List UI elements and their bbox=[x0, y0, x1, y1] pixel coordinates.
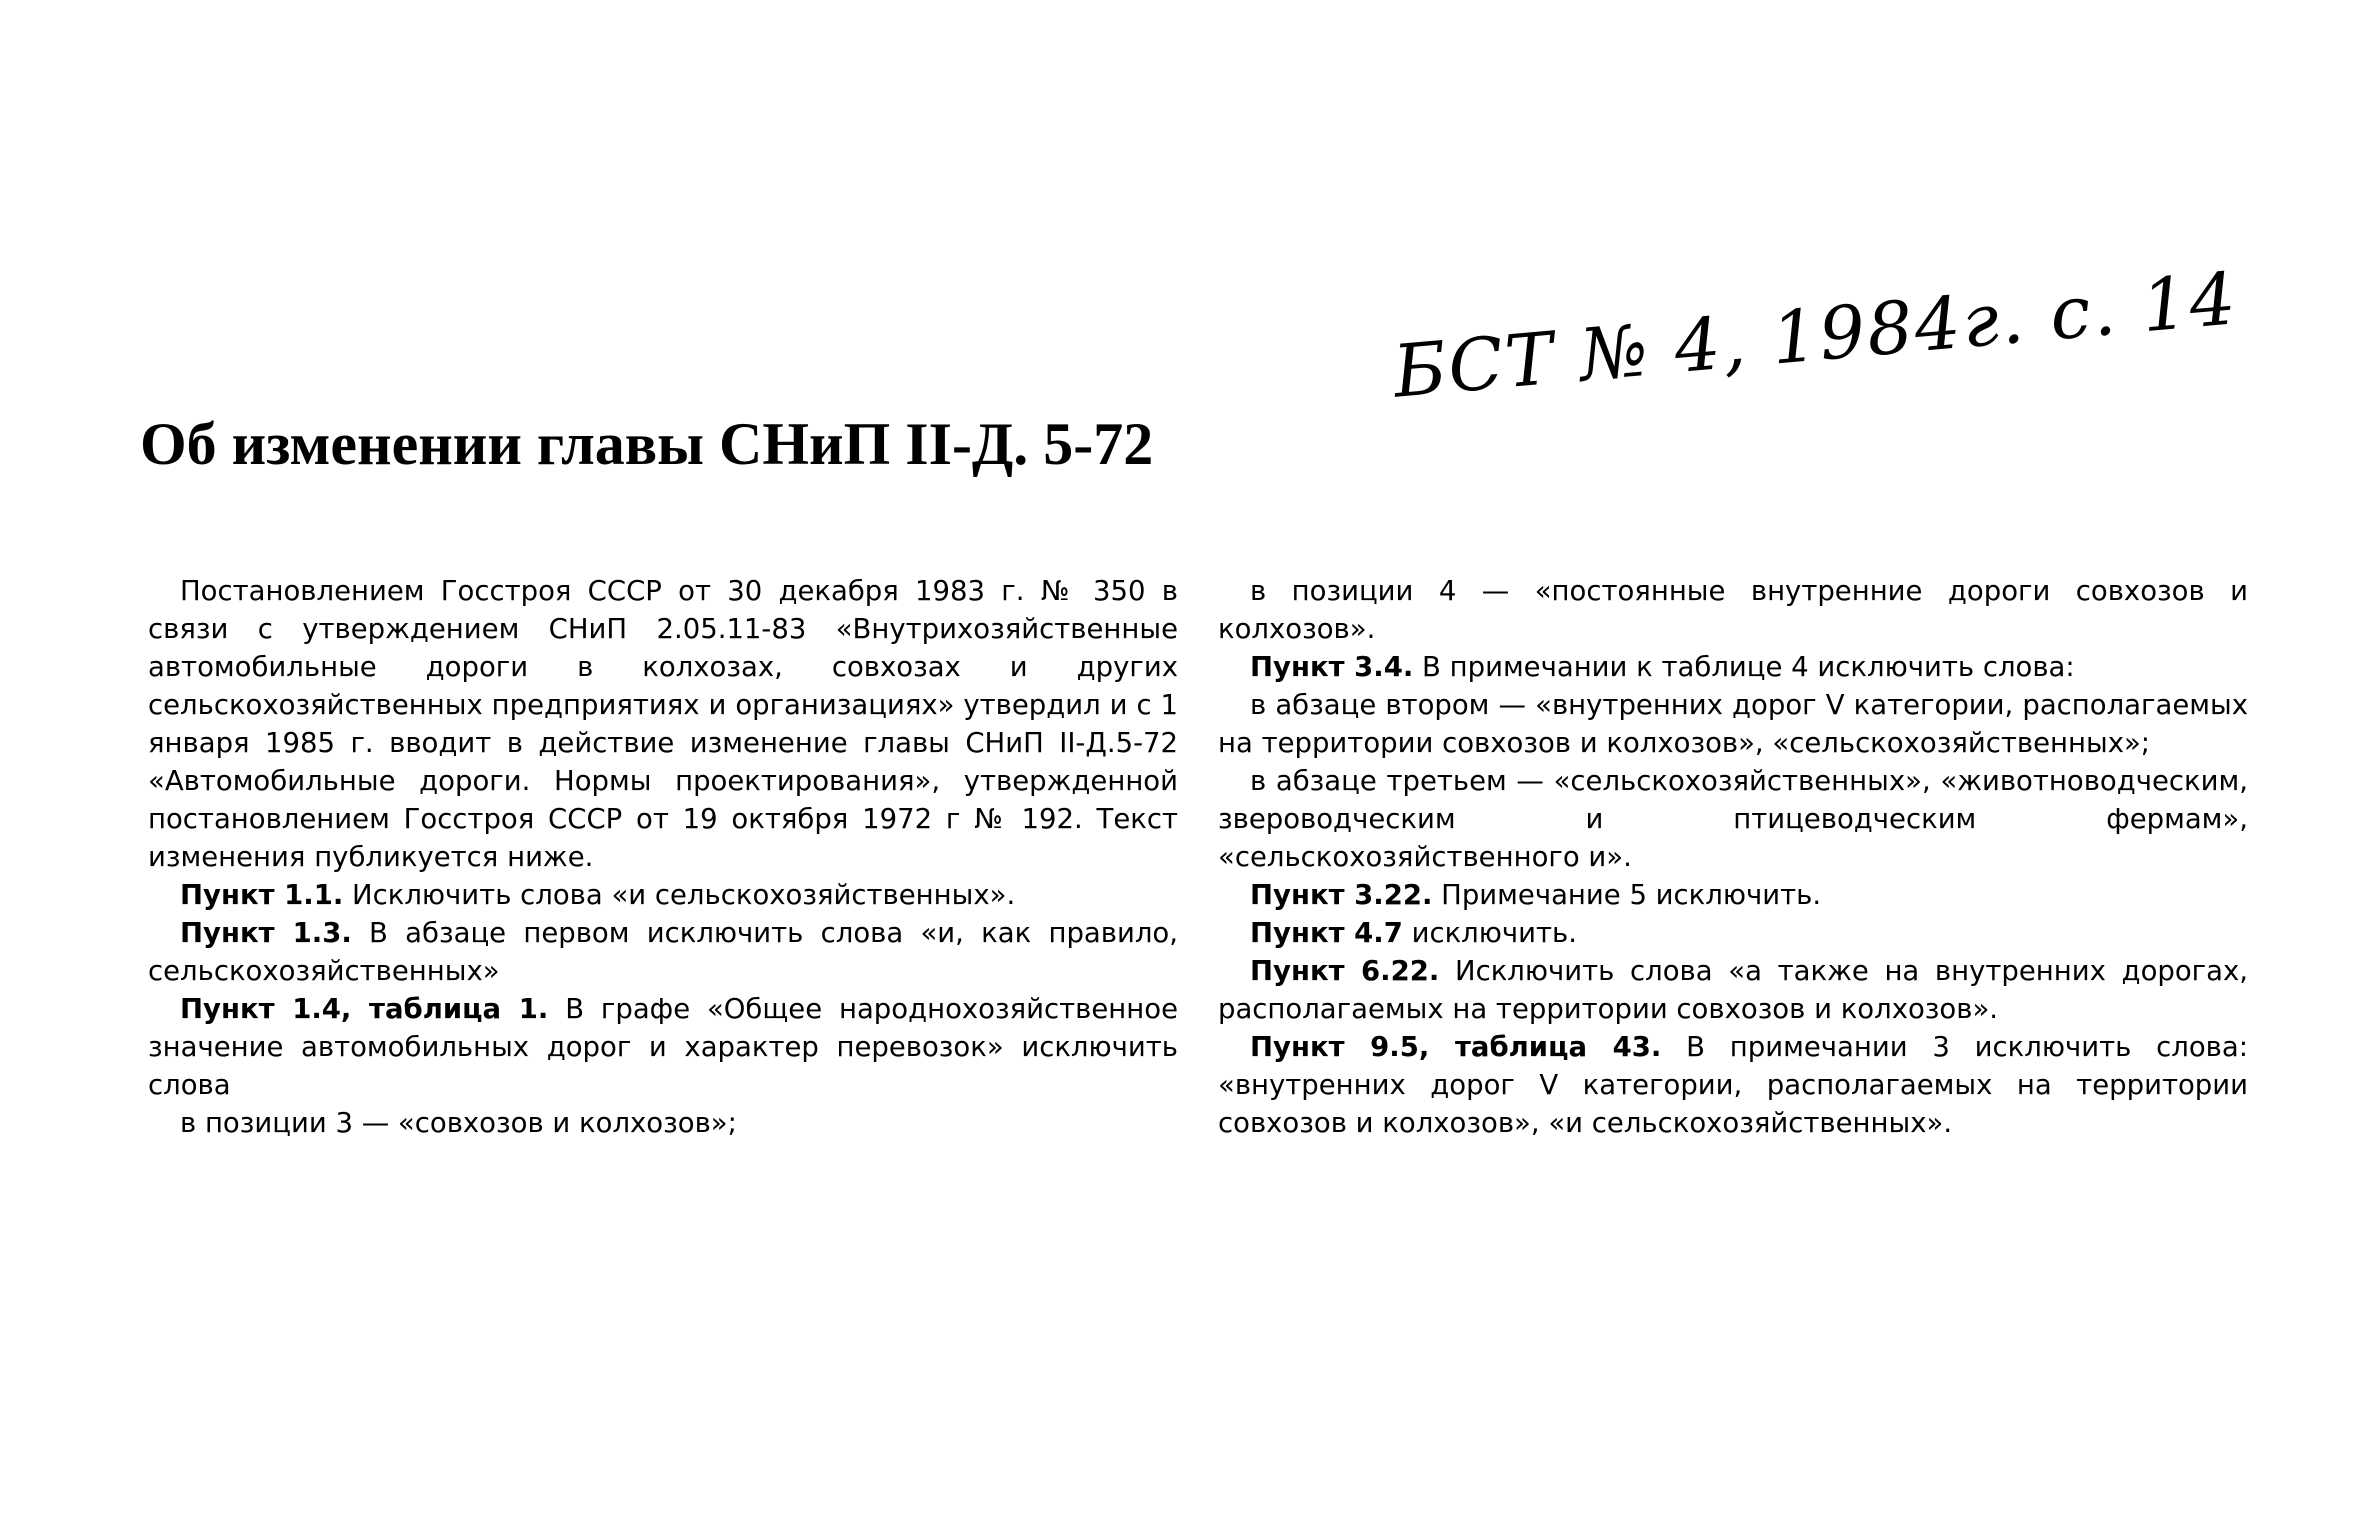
item-label: Пункт 3.22. bbox=[1250, 879, 1433, 911]
paragraph-item-4-7 bbox=[1218, 914, 2248, 952]
intro-paragraph: Постановлением Госстроя СССР от 30 декабря 1983 г. № 350 в связи с утверждением СНиП 2.05.11-83 «Внутрихозяйственные автомобильные дороги в колхозах, совхозах и других сельскохозяйственных предприятиях и организациях» утвердил и с 1 января 1985 г. вводит в действие изменение главы СНиП II-Д.5-72 «Автомобильные дороги. Нормы проектирования», утвержденной постановлением Госстроя СССР от 19 октября 1972 г № 192. Текст изменения публикуется ниже. bbox=[148, 575, 1178, 873]
item-label: Пункт 1.4, таблица 1. bbox=[180, 993, 549, 1025]
paragraph-item-1-4 bbox=[148, 990, 1178, 1104]
item-text: В примечании к таблице 4 исключить слова: bbox=[1413, 651, 2075, 683]
document-title: Об изменении главы СНиП II-Д. 5-72 bbox=[140, 411, 1154, 477]
item-text: Исключить слова «а также на внутренних дорогах, располагаемых на территории совхозов и колхозов». bbox=[1218, 955, 2248, 1025]
item-label: Пункт 3.4. bbox=[1250, 651, 1414, 683]
item-label: Пункт 9.5, таблица 43. bbox=[1250, 1031, 1662, 1063]
paragraph-item-3-22 bbox=[1218, 876, 2248, 914]
paragraph-item-9-5 bbox=[1218, 1028, 2248, 1142]
paragraph-item-3-4 bbox=[1218, 648, 2248, 686]
paragraph-third-abzac: в абзаце третьем — «сельскохозяйственных», «животноводческим, звероводческим и птицеводческим фермам», «сельскохозяйственного и». bbox=[1218, 765, 2248, 873]
paragraph-item-1-1 bbox=[148, 876, 1178, 914]
item-label: Пункт 6.22. bbox=[1250, 955, 1440, 987]
item-text: Примечание 5 исключить. bbox=[1432, 879, 1822, 911]
right-text-column bbox=[1218, 572, 2248, 1142]
item-label: Пункт 1.3. bbox=[180, 917, 352, 949]
item-text: В примечании 3 исключить слова: «внутренних дорог V категории, располагаемых на территории совхозов и колхозов», «и сельскохозяйственных». bbox=[1218, 1031, 2248, 1139]
handwritten-reference-note: БСТ № 4, 1984г. с. 14 bbox=[1390, 256, 2241, 414]
paragraph-second-abzac: в абзаце втором — «внутренних дорог V категории, располагаемых на территории совхозов и колхозов», «сельскохозяйственных»; bbox=[1218, 689, 2248, 759]
left-text-column bbox=[148, 572, 1178, 1142]
item-label: Пункт 4.7 bbox=[1250, 917, 1403, 949]
paragraph-position-4: в позиции 4 — «постоянные внутренние дороги совхозов и колхозов». bbox=[1218, 575, 2248, 645]
item-text: исключить. bbox=[1402, 917, 1578, 949]
item-text: Исключить слова «и сельскохозяйственных». bbox=[343, 879, 1016, 911]
item-text: В абзаце первом исключить слова «и, как правило, сельскохозяйственных» bbox=[148, 917, 1178, 987]
item-text: В графе «Общее народнохозяйственное значение автомобильных дорог и характер перевозок» исключить слова bbox=[148, 993, 1179, 1101]
item-label: Пункт 1.1. bbox=[180, 879, 344, 911]
paragraph-item-1-3 bbox=[148, 914, 1178, 990]
paragraph-position-3: в позиции 3 — «совхозов и колхозов»; bbox=[180, 1107, 737, 1139]
paragraph-item-6-22 bbox=[1218, 952, 2248, 1028]
